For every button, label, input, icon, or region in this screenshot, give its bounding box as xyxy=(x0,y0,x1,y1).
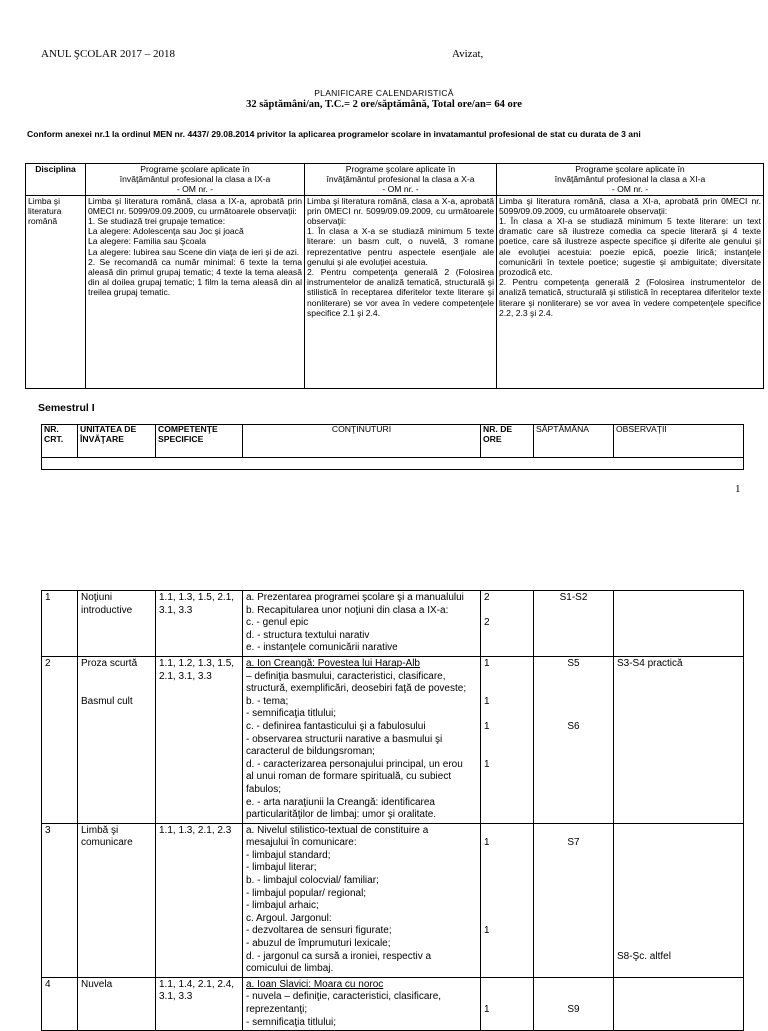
table-row: 1 Noţiuni introductive 1.1, 1.3, 1.5, 2.1, 3.1, 3.3 a. Prezentarea programei şcolare şi a manualului b. Recapitularea unor noţiuni din clasa a IX-a: c. - genul epic d. - structura textului narativ e. - instanţele comunicării narative 2 2 S1-S2 xyxy=(42,591,744,657)
page-number: 1 xyxy=(735,483,741,495)
annex-reference: Conform anexei nr.1 la ordinul MEN nr. 4437/ 29.08.2014 privitor la aplicarea programelor scolare in invatamantul profesional de stat cu durata de 3 ani xyxy=(27,129,641,139)
programs-table xyxy=(25,163,764,389)
plan-table xyxy=(41,590,744,1031)
semester-title: Semestrul I xyxy=(38,402,95,414)
header-class-xi: Programe şcolare aplicate în învăţământul profesional la clasa a XI-a - OM nr. - xyxy=(497,164,764,196)
school-year: ANUL ŞCOLAR 2017 – 2018 xyxy=(41,48,176,60)
plan-header-table xyxy=(41,424,744,470)
table-row: 2 Proza scurtă Basmul cult 1.1, 1.2, 1.3, 1.5, 2.1, 3.1, 3.3 a. Ion Creangă: Povestea lui Harap-Alb – definiţia basmului, caracteristici, clasificare, structură, exemplificări, deosebiri faţă de poveste; b. - tema; - semnificaţia titlului; c. - definirea fantasticului şi a fabulosului - observarea structurii narative a basmului şi caracterul de bildungsroman; d. - caracterizarea personajului principal, un erou al unui roman de formare spirituală, cu subiect fabulos; e. - arta naraţiunii la Creangă: identificarea particularităţilor de limbaj: umor şi oralitate. 1 1 1 1 S5 S6 S3-S4 practică xyxy=(42,656,744,823)
header-class-x: Programe şcolare aplicate în învăţământul profesional la clasa a X-a - OM nr. - xyxy=(305,164,497,196)
discipline-name: Limba şi literatura română xyxy=(26,195,86,388)
page-subtitle: 32 săptămâni/an, T.C.= 2 ore/săptămână, Total ore/an= 64 ore xyxy=(246,99,522,110)
col-unit: UNITATEA DE ÎNVĂŢARE xyxy=(78,425,156,458)
col-competences: COMPETENŢE SPECIFICE xyxy=(156,425,243,458)
header-class-ix: Programe şcolare aplicate în învăţământul profesional la clasa a IX-a - OM nr. - xyxy=(86,164,305,196)
table-row: 4 Nuvela 1.1, 1.4, 2.1, 2.4, 3.1, 3.3 a. Ioan Slavici: Moara cu noroc - nuvela – definiţie, caracteristici, clasificare, reprezentanţi; - semnificaţia titlului; 1 S9 xyxy=(42,977,744,1030)
page-title: PLANIFICARE CALENDARISTICĂ xyxy=(314,88,454,98)
col-observations: OBSERVAŢII xyxy=(614,425,744,458)
program-class-xi: Limba şi literatura română, clasa a XI-a, aprobată prin 0MECI nr. 5099/09.09.2009, cu următoarele observaţii: 1. În clasa a XI-a se studiază minimum 5 texte literare: un text dramatic care să ilustreze comedia ca specie literară şi 4 texte poetice, care să ilustreze aspecte specifice şi diferite ale genului şi ale evoluţiei acestuia: poezie epică, poezie lirică; instanţele comunicării în textele poetice; sugestie şi ambiguitate; diversitate prozodică etc. 2. Pentru competenţa generală 2 (Folosirea instrumentelor de analiză tematică, structurală şi stilistică în receptarea diferitelor texte literare şi nonliterare) se vor avea în vedere competenţele specifice 2.2, 2.3 şi 2.4. xyxy=(497,195,764,388)
empty-row xyxy=(42,458,744,470)
approval-label: Avizat, xyxy=(452,48,484,60)
col-week: SĂPTĂMÂNA xyxy=(534,425,614,458)
col-contents: CONŢINUTURI xyxy=(243,425,481,458)
col-nr: NR. CRT. xyxy=(42,425,78,458)
header-discipline: Disciplina xyxy=(26,164,86,196)
program-class-x: Limba şi literatura română, clasa a X-a, aprobată prin 0MECI nr. 5099/09.09.2009, cu următoarele observaţii: 1. În clasa a X-a se studiază minimum 5 texte literare: un basm cult, o nuvelă, 3 romane reprezentative pentru aspectele esenţiale ale genului şi ale evoluţiei acestuia. 2. Pentru competenţa generală 2 (Folosirea instrumentelor de analiză tematică, structurală şi stilistică în receptarea diferitelor texte literare şi nonliterare) se vor avea în vedere competenţele specifice 2.1 şi 2.4. xyxy=(305,195,497,388)
program-class-ix: Limba şi literatura română, clasa a IX-a, aprobată prin 0MECI nr. 5099/09.09.2009, cu următoarele observaţii: 1. Se studiază trei grupaje tematice: La alegere: Adolescenţa sau Joc şi joacă La alegere: Familia sau Şcoala La alegere: Iubirea sau Scene din viaţa de ieri şi de azi. 2. Se recomandă ca număr minimal: 6 texte la tema aleasă din primul grupaj tematic; 4 texte la tema aleasă din al doilea grupaj tematic; 1 film la tema aleasă din al treilea grupaj tematic. xyxy=(86,195,305,388)
col-hours: NR. DE ORE xyxy=(481,425,534,458)
table-row: 3 Limbă şi comunicare 1.1, 1.3, 2.1, 2.3 a. Nivelul stilistico-textual de constituire a mesajului în comunicare: - limbajul standard; - limbajul literar; b. - limbajul colocvial/ familiar; - limbajul popular/ regional; - limbajul arhaic; c. Argoul. Jargonul: - dezvoltarea de sensuri figurate; - abuzul de împrumuturi lexicale; d. - jargonul ca sursă a ironiei, respectiv a comicului de limbaj. 1 1 S7 S8-Şc. altfel xyxy=(42,823,744,977)
